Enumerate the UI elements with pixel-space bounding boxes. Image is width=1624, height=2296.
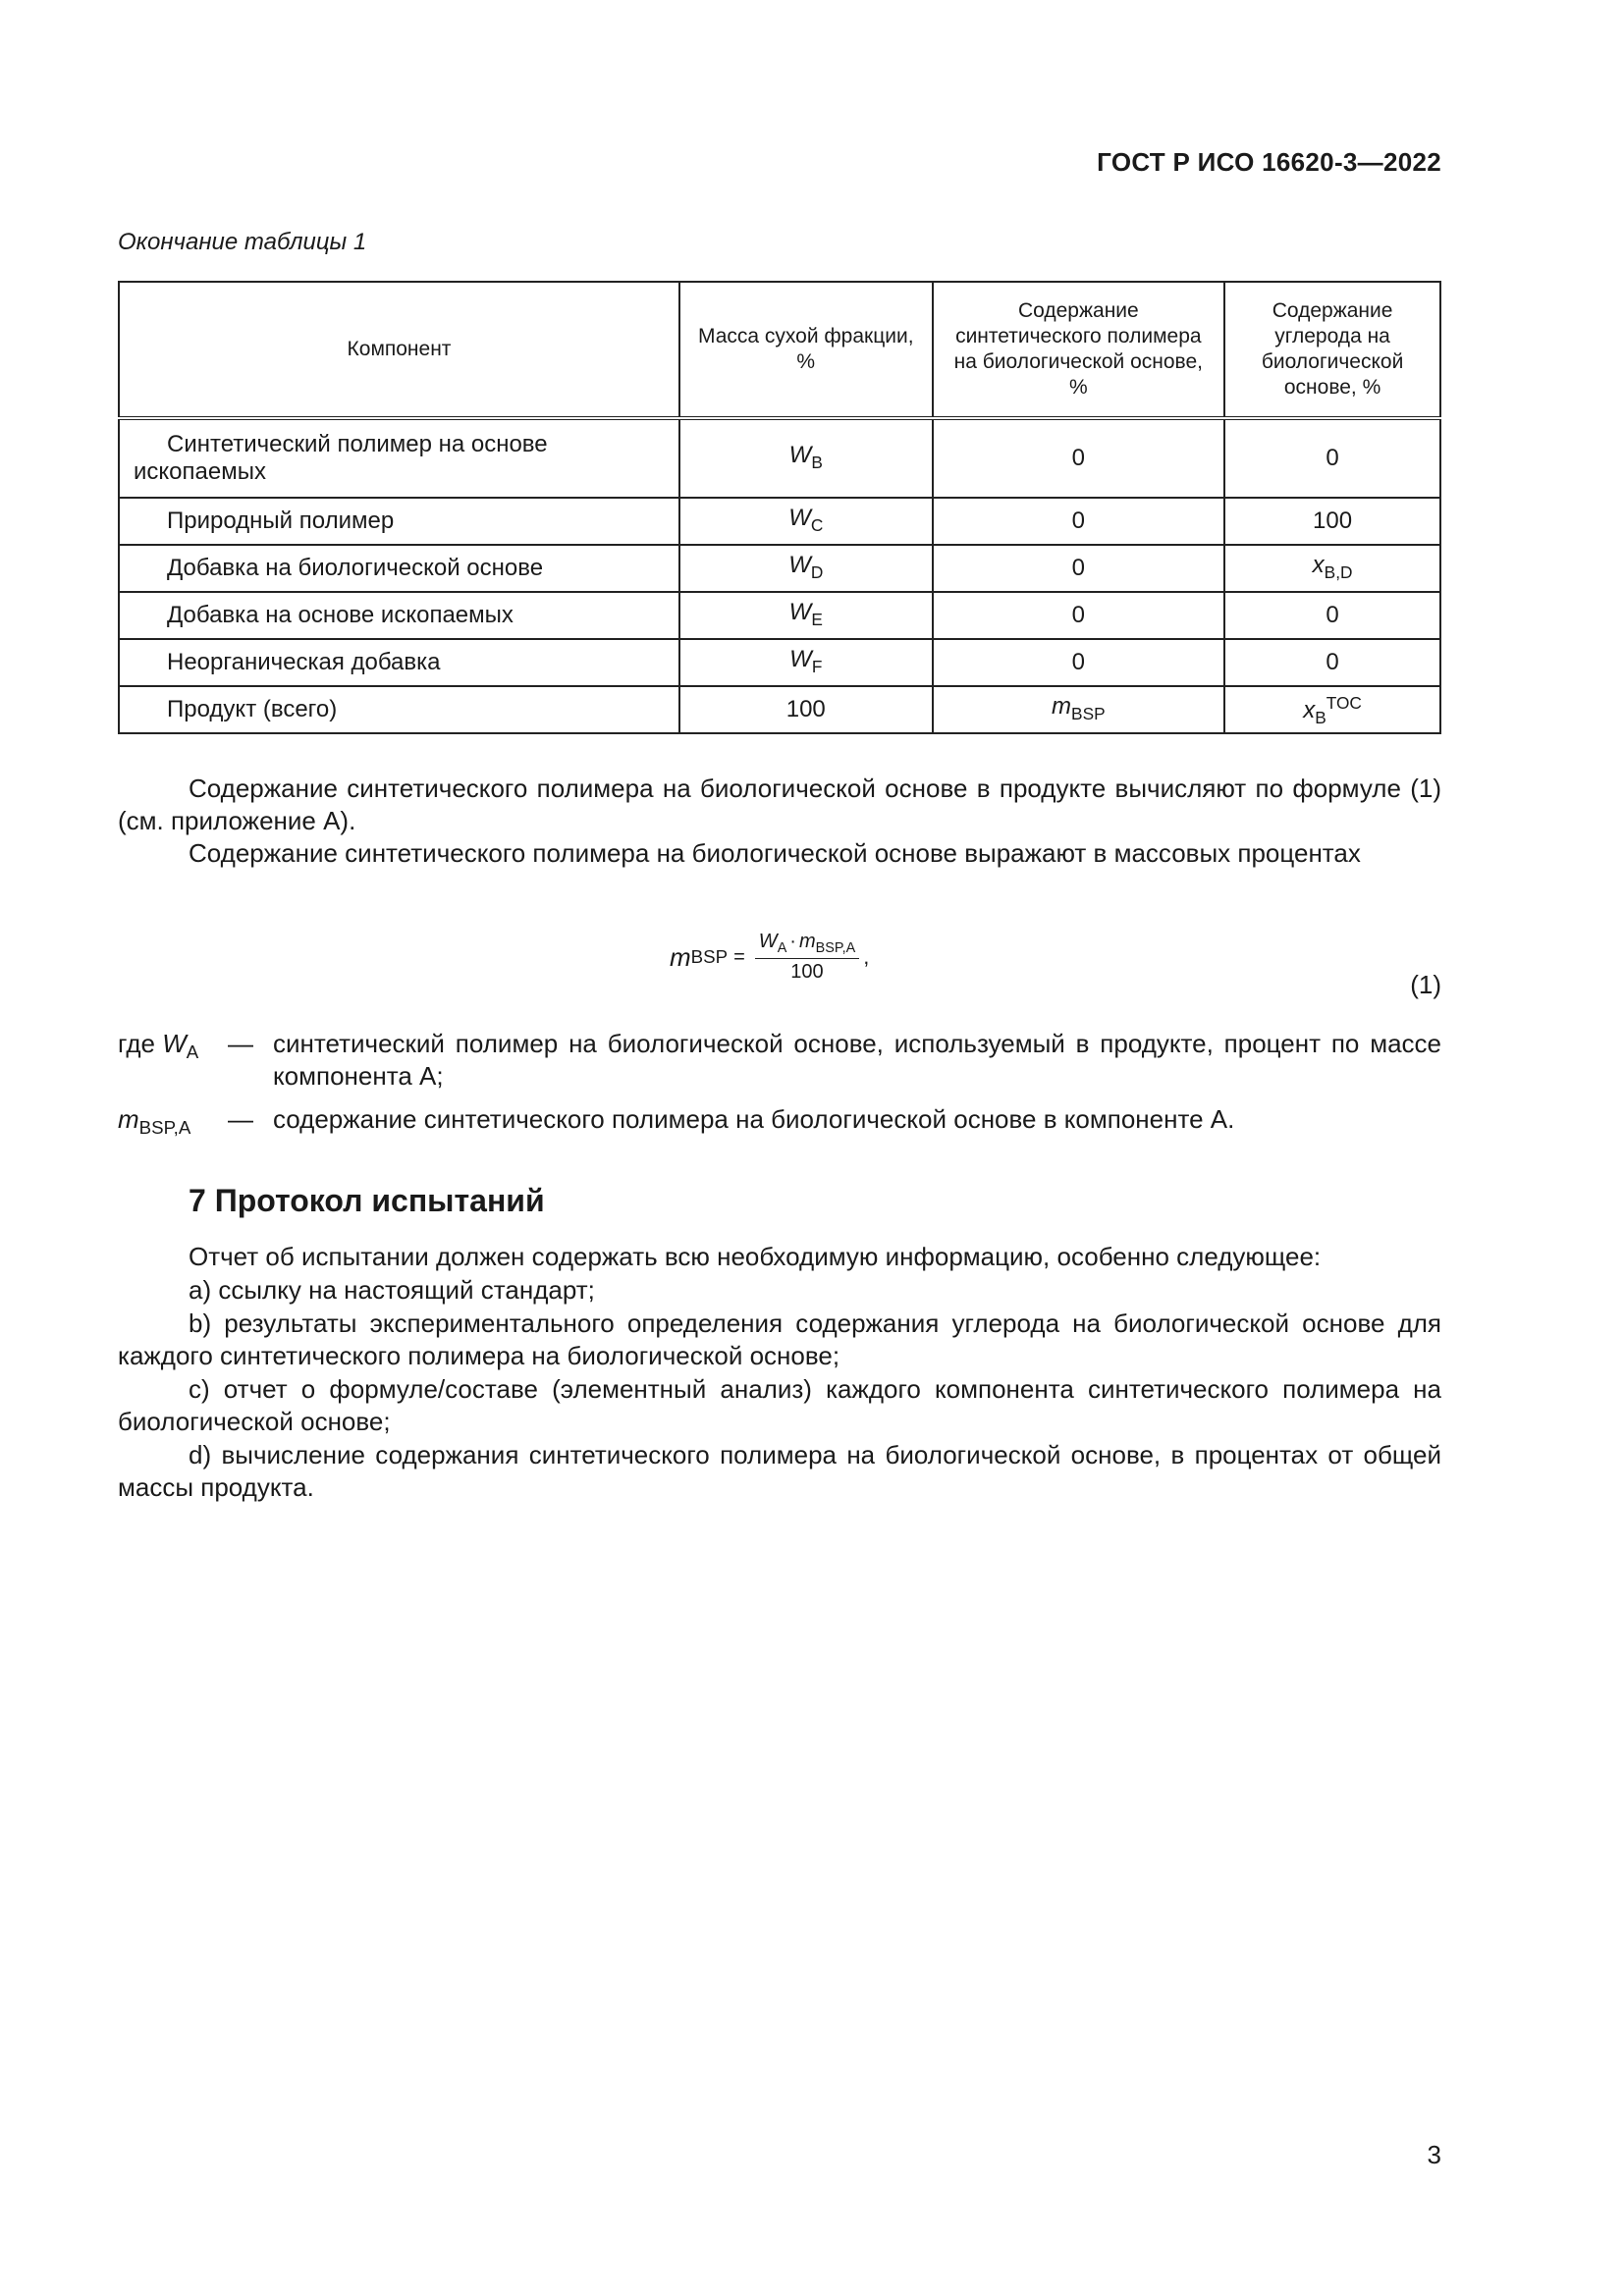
mass-cell	[679, 639, 933, 686]
table-header-row	[119, 282, 1440, 418]
numerator	[755, 931, 859, 959]
component-cell: Природный полимер	[119, 498, 679, 545]
header-cell: Компонент	[119, 282, 679, 418]
component-cell: Неорганическая добавка	[119, 639, 679, 686]
subscript: B	[1315, 707, 1326, 727]
symbol: W	[788, 551, 811, 578]
symbol: x	[1312, 551, 1325, 578]
symbol: W	[788, 441, 812, 468]
formula-symbol: W	[758, 931, 778, 952]
component-cell: Продукт (всего)	[119, 686, 679, 733]
symbol: x	[1303, 696, 1316, 723]
bsp-cell: 0	[933, 639, 1225, 686]
formula-symbol: m	[798, 931, 816, 952]
bsp-cell: 0	[933, 418, 1225, 498]
symbol: W	[789, 645, 812, 672]
symbol: W	[788, 598, 812, 625]
subscript: B	[811, 452, 823, 472]
subscript: C	[810, 514, 824, 535]
list-item: d) вычисление содержания синтетического полимера на биологической основе, в процентах от общей массы продукта.	[118, 1440, 1441, 1502]
component-cell: Синтетический полимер на основе ископаемых	[119, 418, 679, 498]
bsp-cell: 0	[933, 498, 1225, 545]
where-symbol	[118, 1028, 198, 1068]
formula-comma: ,	[863, 944, 870, 969]
component-cell: Добавка на биологической основе	[119, 545, 679, 592]
formula-subscript: BSP,A	[815, 940, 856, 956]
multiply-dot: ·	[789, 931, 796, 952]
list-item: c) отчет о формуле/составе (элементный анализ) каждого компонента синтетического полимера на биологической основе;	[118, 1374, 1441, 1436]
table-row	[119, 545, 1440, 592]
subscript: E	[811, 609, 823, 629]
subscript: F	[811, 656, 823, 676]
mass-cell	[679, 498, 933, 545]
header-cell: Масса сухой фракции, %	[679, 282, 933, 418]
equals-sign: =	[733, 945, 745, 968]
paragraph: Содержание синтетического полимера на биологической основе в продукте вычисляют по формуле (1) (см. приложение А).	[118, 774, 1441, 835]
mass-cell	[679, 545, 933, 592]
carbon-cell	[1224, 545, 1440, 592]
formula-subscript: BSP,A	[138, 1117, 191, 1139]
table-row	[119, 418, 1440, 498]
where-dash: —	[228, 1029, 253, 1058]
superscript: TOC	[1326, 692, 1362, 713]
formula-symbol: m	[118, 1104, 139, 1134]
table-row	[119, 686, 1440, 733]
where-description: синтетический полимер на биологической основе, используемый в продукте, процент по массе компонента А;	[273, 1029, 1441, 1091]
where-description: содержание синтетического полимера на биологической основе в компоненте А.	[273, 1104, 1235, 1134]
paragraph: Содержание синтетического полимера на биологической основе выражают в массовых процентах	[189, 838, 1361, 868]
fraction	[755, 931, 859, 984]
where-dash: —	[228, 1104, 253, 1134]
header-cell: Содержание углерода на биологической основе, %	[1224, 282, 1440, 418]
symbol: W	[788, 504, 811, 531]
where-item	[118, 1103, 1441, 1143]
table-row	[119, 639, 1440, 686]
subscript: BSP	[1071, 703, 1106, 723]
bsp-cell: 0	[933, 545, 1225, 592]
section-heading: 7 Протокол испытаний	[189, 1183, 545, 1218]
formula-symbol: m	[670, 941, 691, 972]
symbol: m	[1052, 692, 1072, 720]
bsp-cell	[933, 686, 1225, 733]
denominator: 100	[790, 961, 824, 983]
formula-symbol: W	[162, 1029, 187, 1058]
table-row	[119, 498, 1440, 545]
mass-cell	[679, 592, 933, 639]
page-number: 3	[1427, 2140, 1441, 2169]
carbon-cell	[1224, 686, 1440, 733]
carbon-cell: 0	[1224, 592, 1440, 639]
subscript: D	[810, 561, 824, 582]
where-symbol	[118, 1103, 190, 1144]
bsp-cell: 0	[933, 592, 1225, 639]
component-cell: Добавка на основе ископаемых	[119, 592, 679, 639]
paragraph: Отчет об испытании должен содержать всю необходимую информацию, особенно следующее:	[189, 1242, 1322, 1271]
subscript: B,D	[1324, 561, 1353, 582]
where-lead: где	[118, 1029, 155, 1058]
equation-number: (1)	[1410, 970, 1441, 999]
components-table	[118, 281, 1441, 734]
formula-subscript: A	[777, 940, 787, 956]
carbon-cell: 0	[1224, 639, 1440, 686]
carbon-cell: 100	[1224, 498, 1440, 545]
table-row	[119, 592, 1440, 639]
header-cell: Содержание синтетического полимера на биологической основе, %	[933, 282, 1225, 418]
mass-cell: 100	[679, 686, 933, 733]
where-item	[118, 1028, 1441, 1093]
formula-subscript: A	[186, 1041, 199, 1063]
mass-cell	[679, 418, 933, 498]
document-code: ГОСТ Р ИСО 16620-3—2022	[1097, 147, 1441, 177]
list-item: b) результаты экспериментального определения содержания углерода на биологической основе для каждого синтетического полимера на биологической основе;	[118, 1308, 1441, 1370]
carbon-cell: 0	[1224, 418, 1440, 498]
formula-subscript: BSP	[690, 946, 729, 967]
table-caption: Окончание таблицы 1	[118, 229, 367, 255]
formula-1	[670, 931, 869, 984]
list-item: a) ссылку на настоящий стандарт;	[189, 1275, 595, 1305]
